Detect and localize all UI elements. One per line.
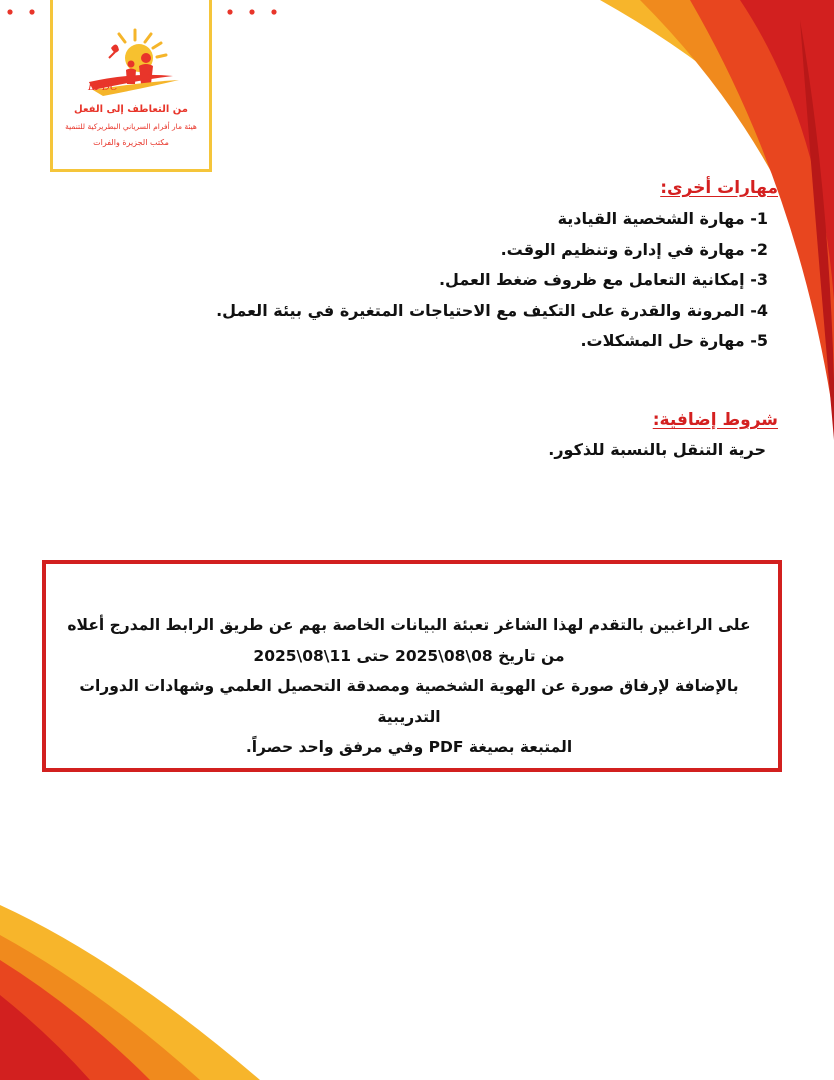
skills-list bbox=[216, 204, 768, 357]
extra-conditions-heading: شروط إضافية: bbox=[652, 410, 778, 430]
notice-line: على الراغبين بالتقدم لهذا الشاغر تعبئة البيانات الخاصة بهم عن طريق الرابط المدرج أعلاه bbox=[67, 616, 751, 634]
extra-conditions-text: حرية التنقل بالنسبة للذكور. bbox=[548, 440, 766, 459]
organization-logo bbox=[50, 0, 212, 172]
list-item: 2- مهارة في إدارة وتنظيم الوقت. bbox=[500, 239, 768, 259]
list-item: 1- مهارة الشخصية القيادية bbox=[557, 209, 768, 228]
logo-slogan: من التعاطف إلى الفعل bbox=[74, 104, 188, 115]
application-notice-box bbox=[42, 560, 782, 772]
logo-emblem-icon bbox=[53, 0, 209, 100]
list-item: 4- المرونة والقدرة على التكيف مع الاحتياجات المتغيرة في بيئة العمل. bbox=[216, 300, 768, 320]
notice-date-line: من تاريخ 08\08\2025 حتى 11\08\2025 bbox=[253, 646, 565, 665]
logo-organization-name: هيئة مار أفرام السرياني البطريركية للتنمية bbox=[65, 122, 197, 131]
list-item: 5- مهارة حل المشكلات. bbox=[580, 331, 768, 350]
notice-line: بالإضافة لإرفاق صورة عن الهوية الشخصية ومصدقة التحصيل العلمي وشهادات الدورات التدريبية bbox=[79, 677, 739, 726]
skills-heading: مهارات أخرى: bbox=[660, 178, 778, 198]
notice-line: المتبعة بصيغة PDF وفي مرفق واحد حصراً. bbox=[245, 738, 573, 756]
logo-office-name: مكتب الجزيرة والفرات bbox=[93, 138, 169, 147]
bottom-left-swoosh bbox=[0, 905, 260, 1080]
logo-abbreviation: EPDC bbox=[88, 82, 118, 93]
list-item: 3- إمكانية التعامل مع ظروف ضغط العمل. bbox=[438, 270, 768, 289]
